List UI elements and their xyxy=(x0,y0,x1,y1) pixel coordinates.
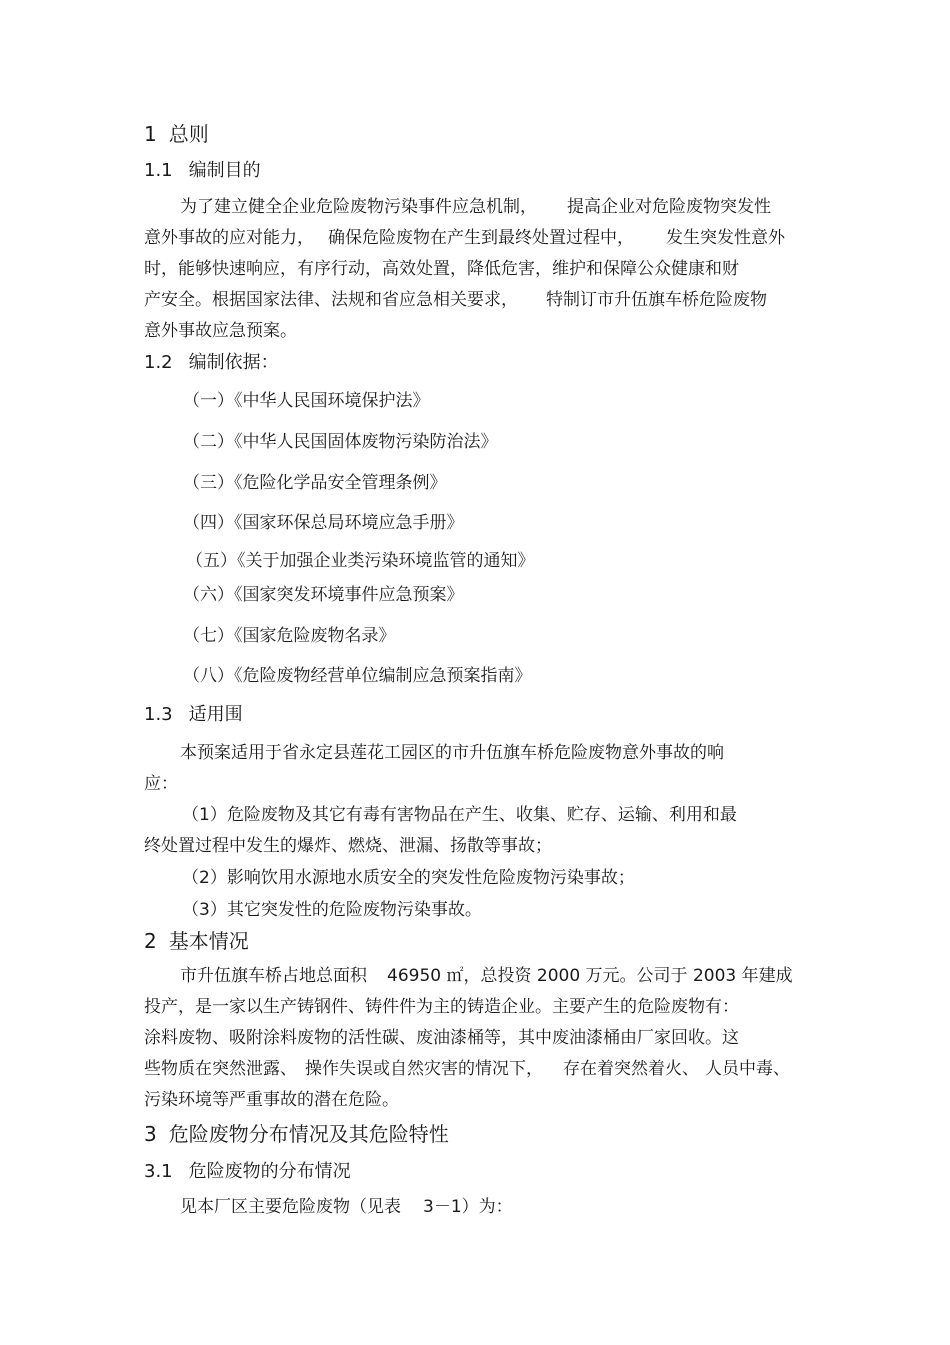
paragraph-line: 时，能够快速响应，有序行动，高效处置，降低危害，维护和保障公众健康和财 xyxy=(144,259,739,279)
text-run: 意外事故的应对能力， xyxy=(144,228,314,248)
text-run: 3－1）为： xyxy=(423,1197,513,1217)
list-item: （一）《中华人民国环境保护法》 xyxy=(183,391,430,411)
text-run: 提高企业对危险废物突发性 xyxy=(567,197,771,217)
paragraph-line xyxy=(180,965,793,987)
text-run: 些物质在突然泄露、 xyxy=(144,1059,297,1079)
subsection-number: 1.2 xyxy=(144,352,173,373)
subsection-title: 编制目的 xyxy=(188,160,261,181)
list-item: （六）《国家突发环境事件应急预案》 xyxy=(183,585,464,605)
list-item: （五）《关于加强企业类污染环境监管的通知》 xyxy=(186,551,535,571)
subsection-number: 3.1 xyxy=(144,1161,173,1182)
paragraph-line: 污染环境等严重事故的潜在危险。 xyxy=(144,1090,399,1110)
list-item: （三）《危险化学品安全管理条例》 xyxy=(183,473,447,493)
paragraph-line: 涂料废物、吸附涂料废物的活性碳、废油漆桶等，其中废油漆桶由厂家回收。这 xyxy=(144,1028,739,1048)
section-title: 危险废物分布情况及其危险特性 xyxy=(168,1122,449,1146)
section-heading xyxy=(144,928,249,954)
paragraph-line xyxy=(180,1196,513,1218)
paragraph-line: （1）危险废物及其它有毒有害物品在产生、收集、贮存、运输、利用和最 xyxy=(182,805,737,825)
list-item: （四）《国家环保总局环境应急手册》 xyxy=(183,513,464,533)
text-run: 发生突发性意外 xyxy=(666,228,785,248)
paragraph-line xyxy=(144,1058,790,1080)
subsection-heading xyxy=(144,703,243,727)
text-run: 人员中毒、 xyxy=(705,1059,790,1079)
subsection-number: 1.1 xyxy=(144,160,173,181)
text-run: 为了建立健全企业危险废物污染事件应急机制， xyxy=(180,197,537,217)
subsection-title: 适用围 xyxy=(188,704,243,725)
subsection-heading xyxy=(144,351,279,375)
text-run: 46950 ㎡，总投资 2000 万元。公司于 2003 年建成 xyxy=(387,966,793,986)
text-run: 见本厂区主要危险废物（见表 xyxy=(180,1197,401,1217)
paragraph-line xyxy=(144,289,767,311)
text-run: 特制订市升伍旗车桥危险废物 xyxy=(546,290,767,310)
text-run: 产安全。根据国家法律、法规和省应急相关要求， xyxy=(144,290,518,310)
list-item: （七）《国家危险废物名录》 xyxy=(183,626,396,646)
list-item: （八）《危险废物经营单位编制应急预案指南》 xyxy=(183,666,532,686)
section-heading xyxy=(144,121,209,147)
paragraph-line: （3）其它突发性的危险废物污染事故。 xyxy=(182,900,482,920)
subsection-heading xyxy=(144,1160,351,1184)
paragraph-line xyxy=(180,196,771,218)
section-title: 总则 xyxy=(168,122,209,146)
paragraph-line: 意外事故应急预案。 xyxy=(144,321,297,341)
paragraph-line: 本预案适用于省永定县莲花工园区的市升伍旗车桥危险废物意外事故的响 xyxy=(180,743,724,763)
section-heading xyxy=(144,1121,449,1147)
subsection-title: 危险废物的分布情况 xyxy=(188,1161,351,1182)
section-number: 2 xyxy=(144,929,157,953)
paragraph-line: （2）影响饮用水源地水质安全的突发性危险废物污染事故； xyxy=(182,868,635,888)
text-run: 操作失误或自然灾害的情况下， xyxy=(305,1059,543,1079)
text-run: 存在着突然着火、 xyxy=(563,1059,699,1079)
list-item: （二）《中华人民国固体废物污染防治法》 xyxy=(183,432,498,452)
paragraph-line: 应： xyxy=(144,774,178,794)
paragraph-line: 投产，是一家以生产铸钢件、铸件件为主的铸造企业。主要产生的危险废物有： xyxy=(144,997,739,1017)
subsection-number: 1.3 xyxy=(144,704,173,725)
text-run: 确保危险废物在产生到最终处置过程中， xyxy=(328,228,634,248)
paragraph-line: 终处置过程中发生的爆炸、燃烧、泄漏、扬散等事故； xyxy=(144,836,552,856)
text-run: 市升伍旗车桥占地总面积 xyxy=(180,966,367,986)
section-title: 基本情况 xyxy=(168,929,249,953)
subsection-heading xyxy=(144,159,261,183)
section-number: 3 xyxy=(144,1122,157,1146)
subsection-title: 编制依据： xyxy=(188,352,279,373)
section-number: 1 xyxy=(144,122,157,146)
paragraph-line xyxy=(144,227,785,249)
